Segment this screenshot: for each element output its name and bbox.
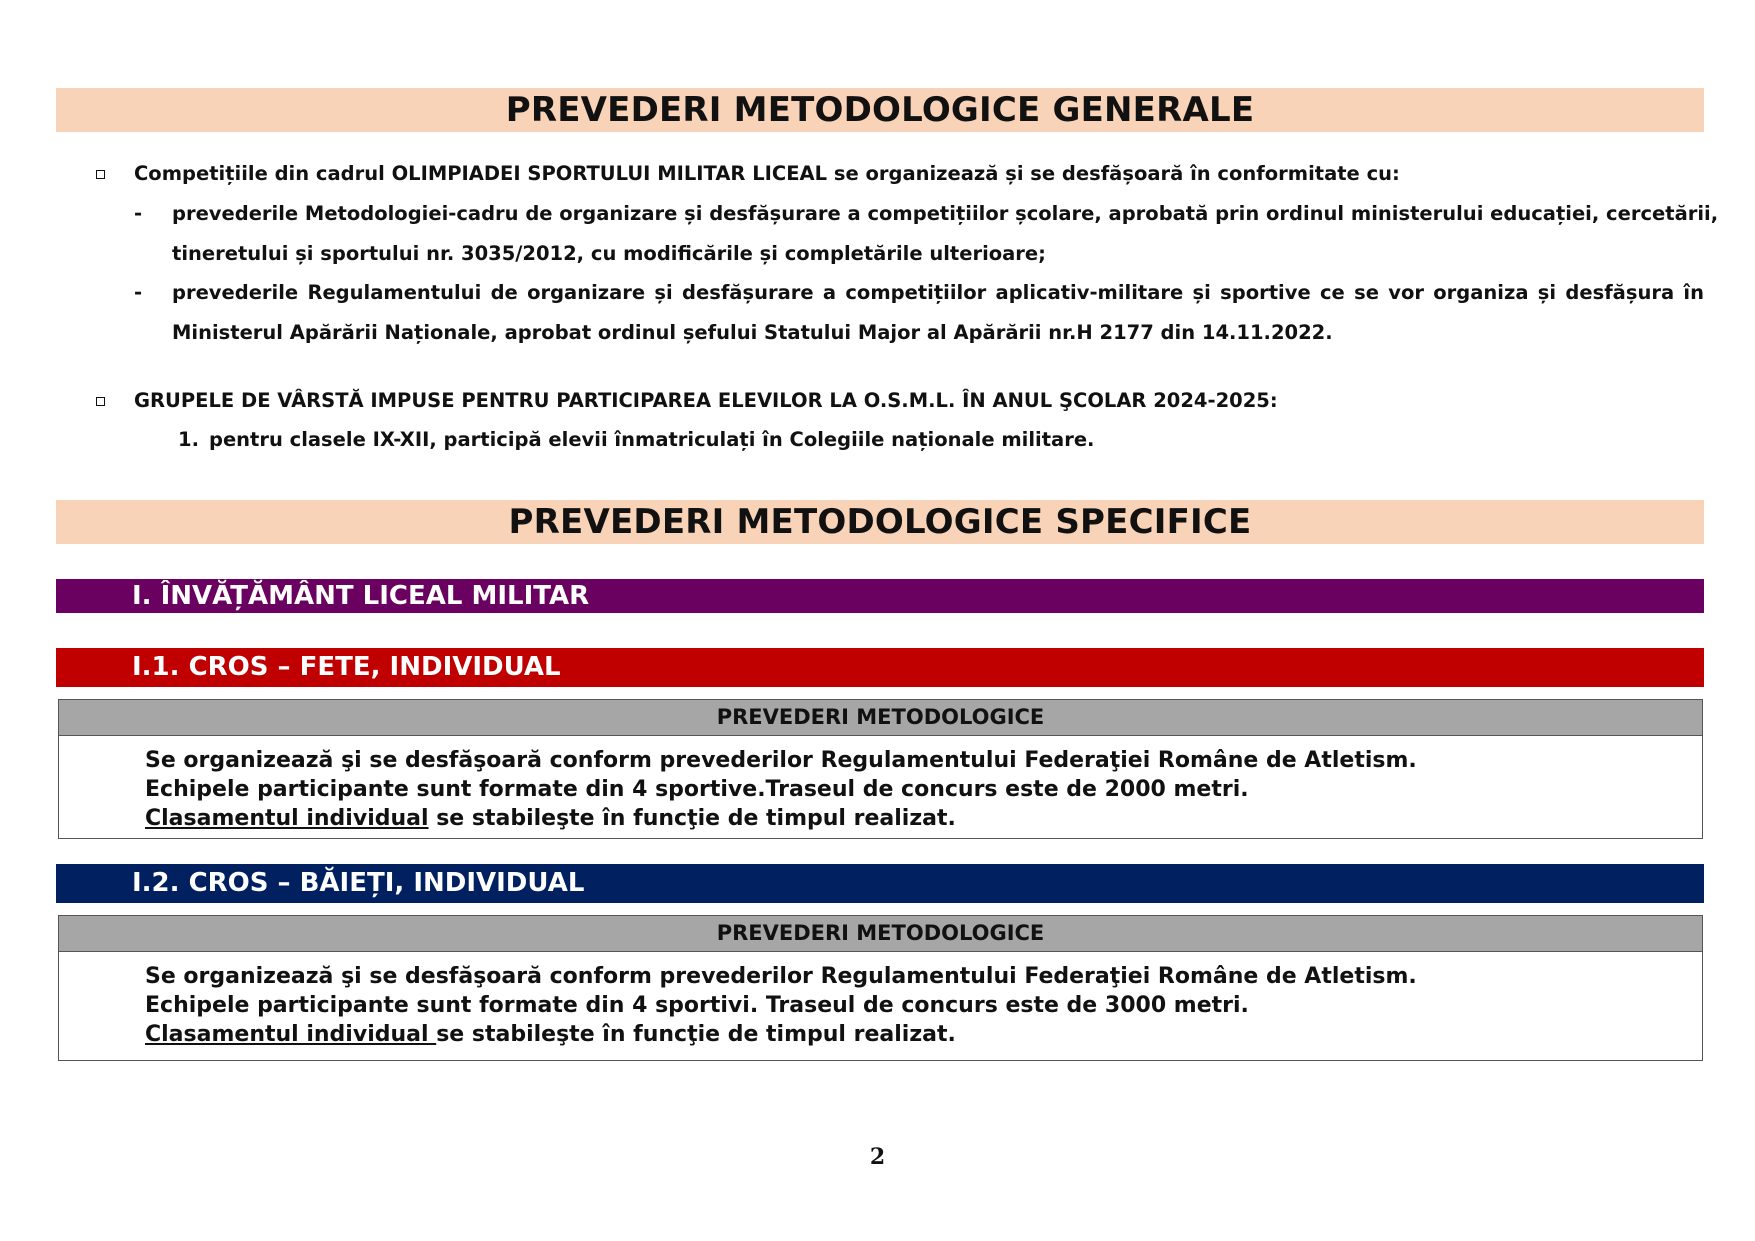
dash-item-line: tineretului și sportului nr. 3035/2012, cu modificările și completările ulterioare; bbox=[172, 242, 1046, 265]
box-line bbox=[145, 1020, 1702, 1049]
page-number: 2 bbox=[869, 1144, 886, 1170]
underlined-text: Clasamentul individual bbox=[145, 1022, 437, 1047]
methodology-box-girls bbox=[58, 699, 1703, 839]
line-rest: se stabileşte în funcţie de timpul realizat. bbox=[436, 1022, 956, 1047]
box-line: Se organizează şi se desfăşoară conform prevederilor Regulamentului Federaţiei Române de Atletism. bbox=[145, 964, 1417, 989]
bullet-text: GRUPELE DE VÂRSTĂ IMPUSE PENTRU PARTICIPAREA ELEVILOR LA O.S.M.L. ÎN ANUL ŞCOLAR 2024-2025: bbox=[134, 389, 1278, 412]
dash-item-regulation bbox=[134, 273, 1704, 353]
line-rest: se stabileşte în funcţie de timpul realizat. bbox=[428, 806, 956, 831]
general-provisions-title: PREVEDERI METODOLOGICE GENERALE bbox=[56, 88, 1704, 132]
specific-provisions-title: PREVEDERI METODOLOGICE SPECIFICE bbox=[56, 500, 1704, 544]
section-heading: I. ÎNVĂȚĂMÂNT LICEAL MILITAR bbox=[56, 579, 1704, 613]
dash-marker: - bbox=[134, 202, 143, 225]
dash-item-line: prevederile Regulamentului de organizare și desfășurare a competițiilor aplicativ-militare și sportive ce se vor organiza și desfășura în bbox=[172, 281, 1704, 304]
box-line: Echipele participante sunt formate din 4 sportive.Traseul de concurs este de 2000 metri. bbox=[145, 777, 1249, 802]
square-bullet-icon bbox=[96, 170, 105, 179]
box-content bbox=[59, 736, 1702, 833]
square-bullet-icon bbox=[96, 397, 105, 406]
dash-marker: - bbox=[134, 281, 143, 304]
dash-item-line: prevederile Metodologiei-cadru de organizare și desfășurare a competițiilor școlare, aprobată prin ordinul ministerului educației, cercetării, bbox=[172, 202, 1719, 225]
numbered-item bbox=[178, 428, 1094, 451]
box-line bbox=[145, 804, 1702, 833]
box-header: PREVEDERI METODOLOGICE bbox=[59, 916, 1702, 952]
methodology-box-boys bbox=[58, 915, 1703, 1061]
dash-item-line: Ministerul Apărării Naționale, aprobat ordinul șefului Statului Major al Apărării nr.H 2177 din 14.11.2022. bbox=[172, 321, 1333, 344]
underlined-text: Clasamentul individual bbox=[145, 806, 429, 831]
box-line: Se organizează şi se desfăşoară conform prevederilor Regulamentului Federaţiei Române de Atletism. bbox=[145, 748, 1417, 773]
box-line: Echipele participante sunt formate din 4 sportivi. Traseul de concurs este de 3000 metri. bbox=[145, 993, 1249, 1018]
dash-item-methodology bbox=[134, 194, 1719, 274]
box-header: PREVEDERI METODOLOGICE bbox=[59, 700, 1702, 736]
subsection-heading-boys: I.2. CROS – BĂIEȚI, INDIVIDUAL bbox=[56, 864, 1704, 903]
subsection-heading-girls: I.1. CROS – FETE, INDIVIDUAL bbox=[56, 648, 1704, 687]
bullet-text: Competițiile din cadrul OLIMPIADEI SPORTULUI MILITAR LICEAL se organizează și se desfășoară în conformitate cu: bbox=[134, 162, 1400, 185]
item-number: 1. bbox=[178, 428, 199, 451]
item-text: pentru clasele IX-XII, participă elevii înmatriculați în Colegiile naționale militare. bbox=[208, 428, 1095, 451]
box-content bbox=[59, 952, 1702, 1049]
